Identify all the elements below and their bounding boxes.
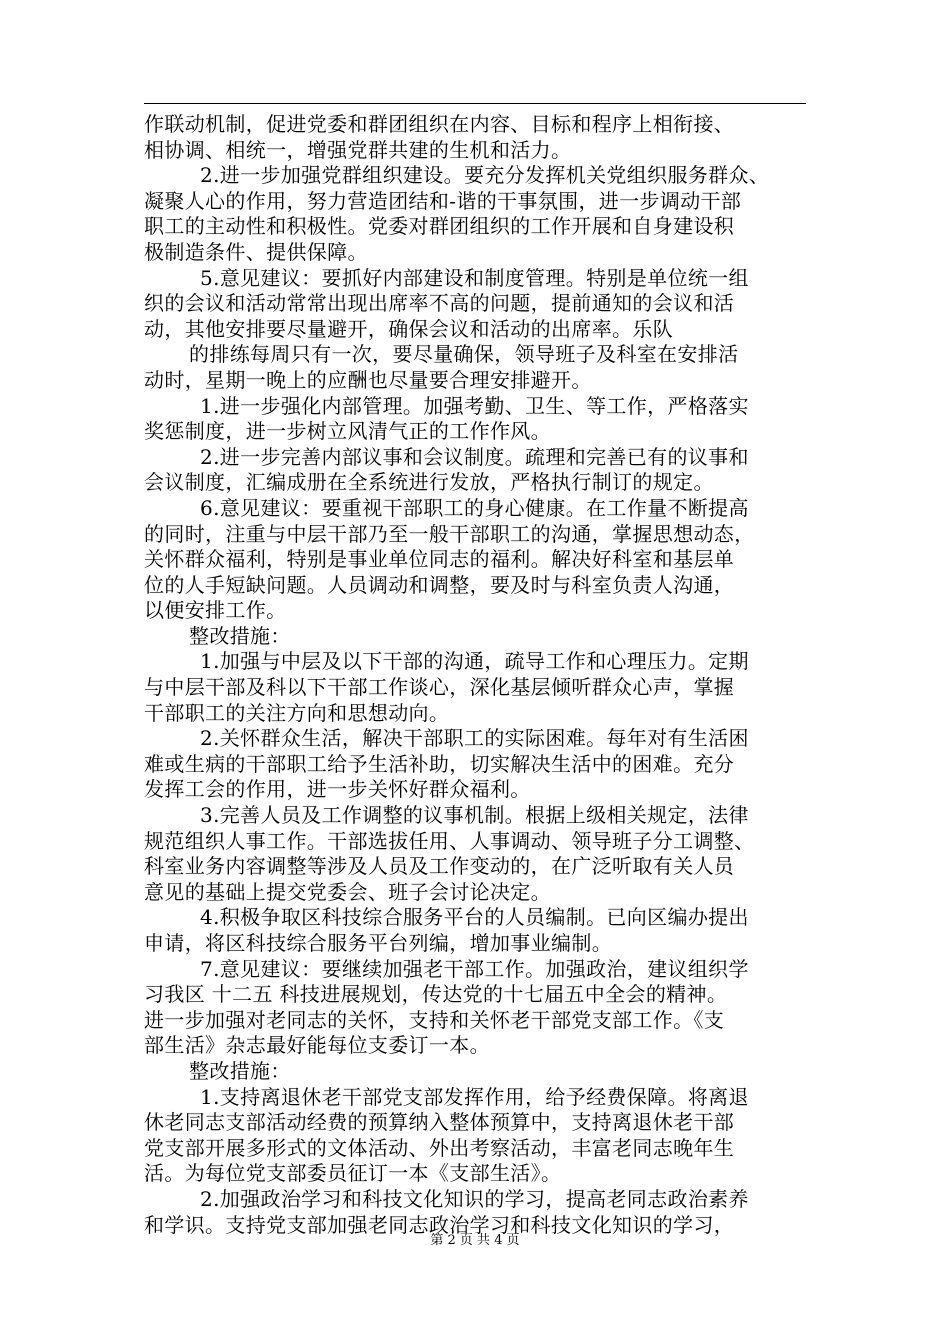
text-line: 的同时，注重与中层干部乃至一般干部职工的沟通，掌握思想动态， bbox=[144, 521, 755, 546]
text-line: 动时，星期一晚上的应酬也尽量要合理安排避开。 bbox=[144, 367, 592, 392]
text-line: 2.加强政治学习和科技文化知识的学习，提高老同志政治素养 bbox=[200, 1186, 749, 1211]
text-line: 进一步加强对老同志的关怀，支持和关怀老干部党支部工作。《支 bbox=[144, 1007, 725, 1032]
text-line: 7.意见建议：要继续加强老干部工作。加强政治，建议组织学 bbox=[200, 956, 749, 981]
text-line: 意见的基础上提交党委会、班子会讨论决定。 bbox=[144, 879, 551, 904]
text-line: 习我区 十二五 科技进展规划，传达党的十七届五中全会的精神。 bbox=[144, 982, 728, 1007]
header-rule bbox=[144, 103, 806, 104]
text-line: 2.进一步加强党群组织建设。要充分发挥机关党组织服务群众、 bbox=[200, 163, 770, 188]
text-line: 相协调、相统一，增强党群共建的生机和活力。 bbox=[144, 137, 572, 162]
text-line: 部生活》杂志最好能每位支委订一本。 bbox=[144, 1033, 490, 1058]
text-line: 规范组织人事工作。干部选拔任用、人事调动、领导班子分工调整、 bbox=[144, 828, 755, 853]
text-line: 5.意见建议：要抓好内部建设和制度管理。特别是单位统一组 bbox=[200, 265, 749, 290]
text-line: 作联动机制，促进党委和群团组织在内容、目标和程序上相衔接、 bbox=[144, 112, 735, 136]
text-line: 整改措施： bbox=[189, 1058, 291, 1083]
text-line: 织的会议和活动常常出现出席率不高的问题，提前通知的会议和活 bbox=[144, 291, 735, 316]
text-line: 凝聚人心的作用，努力营造团结和-谐的干事氛围，进一步调动干部 bbox=[144, 188, 742, 213]
text-line: 整改措施： bbox=[189, 623, 291, 648]
text-line: 难或生病的干部职工给予生活补助，切实解决生活中的困难。充分 bbox=[144, 751, 735, 776]
text-line: 职工的主动性和积极性。党委对群团组织的工作开展和自身建设积 bbox=[144, 214, 735, 239]
text-line: 发挥工会的作用，进一步关怀好群众福利。 bbox=[144, 777, 531, 802]
text-line: 6.意见建议：要重视干部职工的身心健康。在工作量不断提高 bbox=[200, 495, 749, 520]
text-line: 奖惩制度，进一步树立风清气正的工作作风。 bbox=[144, 419, 551, 444]
text-line: 2.进一步完善内部议事和会议制度。疏理和完善已有的议事和 bbox=[200, 444, 749, 469]
page-footer: 第 2 页 共 4 页 bbox=[430, 1233, 520, 1248]
text-line: 活。为每位党支部委员征订一本《支部生活》。 bbox=[144, 1161, 562, 1186]
text-line: 极制造条件、提供保障。 bbox=[144, 239, 368, 264]
document-body bbox=[144, 112, 810, 1238]
text-line: 申请，将区科技综合服务平台列编，增加事业编制。 bbox=[144, 931, 613, 955]
text-line: 科室业务内容调整等涉及人员及工作变动的，在广泛听取有关人员 bbox=[144, 854, 735, 879]
text-line: 关怀群众福利，特别是事业单位同志的福利。解决好科室和基层单 bbox=[144, 547, 735, 572]
text-line: 位的人手短缺问题。人员调动和调整，要及时与科室负责人沟通， bbox=[144, 572, 735, 597]
text-line: 1.加强与中层及以下干部的沟通，疏导工作和心理压力。定期 bbox=[200, 649, 749, 674]
text-line: 以便安排工作。 bbox=[144, 598, 287, 623]
text-line: 动，其他安排要尽量避开，确保会议和活动的出席率。乐队 bbox=[144, 316, 674, 341]
text-line: 4.积极争取区科技综合服务平台的人员编制。已向区编办提出 bbox=[200, 905, 749, 930]
text-line: 2.关怀群众生活，解决干部职工的实际困难。每年对有生活困 bbox=[200, 726, 749, 751]
text-line: 1.支持离退休老干部党支部发挥作用，给予经费保障。将离退 bbox=[200, 1084, 749, 1109]
text-line: 的排练每周只有一次，要尽量确保，领导班子及科室在安排活 bbox=[189, 342, 739, 367]
text-line: 党支部开展多形式的文体活动、外出考察活动，丰富老同志晚年生 bbox=[144, 1135, 735, 1160]
text-line: 与中层干部及科以下干部工作谈心，深化基层倾听群众心声，掌握 bbox=[144, 675, 735, 700]
text-line: 休老同志支部活动经费的预算纳入整体预算中，支持离退休老干部 bbox=[144, 1110, 735, 1135]
text-line: 1.进一步强化内部管理。加强考勤、卫生、等工作，严格落实 bbox=[200, 393, 749, 418]
text-line: 干部职工的关注方向和思想动向。 bbox=[144, 700, 450, 725]
text-line: 3.完善人员及工作调整的议事机制。根据上级相关规定，法律 bbox=[200, 803, 749, 828]
text-line: 和学识。支持党支部加强老同志政治学习和科技文化知识的学习， bbox=[144, 1212, 735, 1237]
text-line: 会议制度，汇编成册在全系统进行发放，严格执行制订的规定。 bbox=[144, 470, 714, 495]
